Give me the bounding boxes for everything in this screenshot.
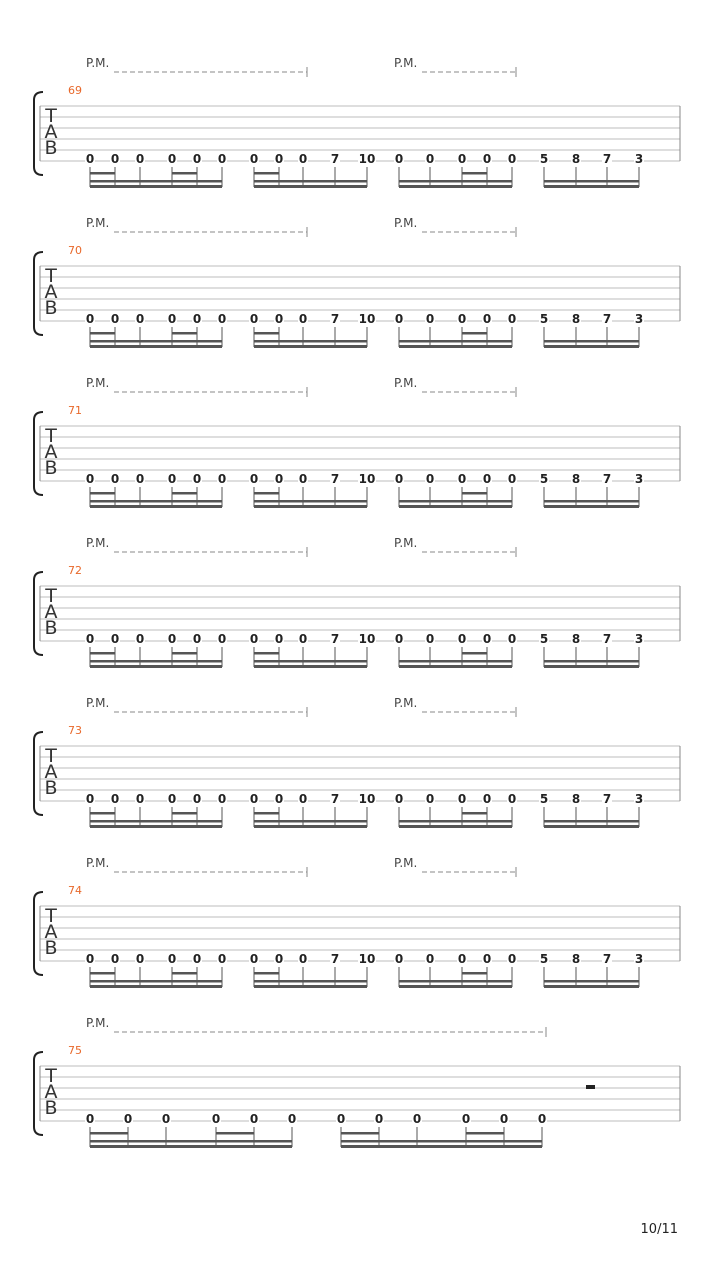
fret-number: 0: [123, 1112, 133, 1126]
palm-mute-label: P.M.: [86, 376, 110, 390]
fret-number: 8: [571, 952, 581, 966]
fret-number: 0: [374, 1112, 384, 1126]
beam-tertiary: [90, 1132, 128, 1135]
fret-number: 0: [85, 152, 95, 166]
beam-primary: [399, 505, 512, 508]
fret-number: 7: [602, 792, 612, 806]
fret-number: 5: [539, 632, 549, 646]
tab-system: [34, 376, 680, 508]
fret-number: 0: [85, 632, 95, 646]
fret-number: 0: [412, 1112, 422, 1126]
beam-tertiary: [254, 972, 279, 975]
fret-number: 0: [457, 952, 467, 966]
fret-number: 0: [249, 1112, 259, 1126]
measure-number: 74: [68, 884, 82, 897]
fret-number: 0: [457, 152, 467, 166]
fret-number: 0: [161, 1112, 171, 1126]
fret-number: 0: [217, 312, 227, 326]
palm-mute-label: P.M.: [394, 856, 418, 870]
beam-primary: [90, 985, 222, 988]
beam-secondary: [90, 340, 222, 343]
fret-number: 0: [249, 312, 259, 326]
fret-number: 0: [85, 792, 95, 806]
beam-primary: [544, 505, 639, 508]
tab-clef-letter: T: [45, 105, 57, 127]
fret-number: 0: [85, 312, 95, 326]
beam-primary: [254, 665, 367, 668]
palm-mute-label: P.M.: [394, 376, 418, 390]
tab-system: [34, 696, 680, 828]
fret-number: 0: [394, 472, 404, 486]
fret-number: 0: [274, 152, 284, 166]
fret-number: 0: [192, 472, 202, 486]
fret-number: 8: [571, 792, 581, 806]
palm-mute-label: P.M.: [86, 536, 110, 550]
fret-number: 0: [167, 632, 177, 646]
fret-number: 0: [192, 952, 202, 966]
fret-number: 7: [602, 632, 612, 646]
fret-number: 3: [634, 632, 644, 646]
fret-number: 0: [192, 632, 202, 646]
fret-number: 0: [298, 952, 308, 966]
fret-number: 0: [507, 952, 517, 966]
beam-secondary: [399, 500, 512, 503]
beam-tertiary: [254, 652, 279, 655]
fret-number: 0: [482, 472, 492, 486]
fret-number: 8: [571, 312, 581, 326]
fret-number: 3: [634, 472, 644, 486]
beam-secondary: [341, 1140, 542, 1143]
beam-primary: [254, 825, 367, 828]
fret-number: 0: [110, 152, 120, 166]
beam-secondary: [399, 980, 512, 983]
fret-number: 0: [507, 632, 517, 646]
fret-number: 7: [330, 152, 340, 166]
measure-number: 75: [68, 1044, 82, 1057]
fret-number: 0: [394, 632, 404, 646]
beam-tertiary: [172, 812, 197, 815]
beam-tertiary: [90, 172, 115, 175]
beam-secondary: [544, 660, 639, 663]
beam-primary: [544, 985, 639, 988]
fret-number: 7: [330, 792, 340, 806]
fret-number: 0: [274, 952, 284, 966]
tab-clef-letter: B: [44, 937, 58, 959]
fret-number: 0: [425, 952, 435, 966]
fret-number: 0: [217, 952, 227, 966]
beam-primary: [399, 665, 512, 668]
beam-primary: [90, 505, 222, 508]
fret-number: 0: [167, 152, 177, 166]
fret-number: 5: [539, 312, 549, 326]
palm-mute-label: P.M.: [86, 856, 110, 870]
fret-number: 10: [358, 792, 376, 806]
measure-number: 72: [68, 564, 82, 577]
fret-number: 0: [298, 632, 308, 646]
beam-secondary: [544, 820, 639, 823]
beam-tertiary: [216, 1132, 254, 1135]
fret-number: 0: [298, 792, 308, 806]
beam-primary: [544, 825, 639, 828]
palm-mute-label: P.M.: [86, 216, 110, 230]
fret-number: 0: [274, 632, 284, 646]
fret-number: 10: [358, 952, 376, 966]
fret-number: 3: [634, 152, 644, 166]
beam-secondary: [544, 500, 639, 503]
fret-number: 0: [211, 1112, 221, 1126]
fret-number: 7: [602, 312, 612, 326]
fret-number: 0: [135, 152, 145, 166]
system-bracket: [34, 892, 43, 975]
tab-clef-letter: A: [44, 601, 58, 623]
fret-number: 0: [482, 952, 492, 966]
fret-number: 0: [507, 472, 517, 486]
fret-number: 0: [135, 952, 145, 966]
fret-number: 3: [634, 792, 644, 806]
beam-secondary: [254, 660, 367, 663]
fret-number: 7: [602, 952, 612, 966]
fret-number: 0: [457, 472, 467, 486]
beam-primary: [90, 1145, 292, 1148]
tab-clef-letter: A: [44, 921, 58, 943]
fret-number: 0: [167, 792, 177, 806]
fret-number: 0: [192, 312, 202, 326]
beam-tertiary: [254, 172, 279, 175]
tab-clef-letter: B: [44, 137, 58, 159]
beam-tertiary: [254, 492, 279, 495]
tab-system: [34, 56, 680, 188]
beam-tertiary: [462, 652, 487, 655]
tab-clef-letter: B: [44, 1097, 58, 1119]
beam-tertiary: [462, 332, 487, 335]
fret-number: 0: [425, 632, 435, 646]
fret-number: 0: [482, 152, 492, 166]
fret-number: 0: [298, 152, 308, 166]
beam-secondary: [254, 980, 367, 983]
fret-number: 10: [358, 312, 376, 326]
beam-tertiary: [254, 812, 279, 815]
tab-system: [34, 216, 680, 348]
fret-number: 5: [539, 792, 549, 806]
fret-number: 0: [217, 632, 227, 646]
beam-primary: [544, 345, 639, 348]
fret-number: 7: [330, 312, 340, 326]
measure-number: 73: [68, 724, 82, 737]
fret-number: 0: [110, 952, 120, 966]
beam-primary: [399, 985, 512, 988]
tab-clef-letter: A: [44, 1081, 58, 1103]
beam-tertiary: [172, 492, 197, 495]
system-bracket: [34, 92, 43, 175]
beam-primary: [90, 345, 222, 348]
beam-secondary: [544, 340, 639, 343]
measure-number: 69: [68, 84, 82, 97]
fret-number: 0: [425, 792, 435, 806]
tab-system: [34, 536, 680, 668]
fret-number: 0: [499, 1112, 509, 1126]
fret-number: 0: [192, 152, 202, 166]
tab-clef-letter: B: [44, 617, 58, 639]
fret-number: 0: [217, 472, 227, 486]
beam-tertiary: [462, 972, 487, 975]
tab-clef-letter: A: [44, 281, 58, 303]
beam-tertiary: [462, 492, 487, 495]
beam-primary: [90, 185, 222, 188]
tab-clef-letter: T: [45, 585, 57, 607]
palm-mute-label: P.M.: [86, 696, 110, 710]
page-number: 10/11: [640, 1222, 678, 1237]
fret-number: 0: [110, 472, 120, 486]
fret-number: 8: [571, 472, 581, 486]
beam-primary: [544, 185, 639, 188]
fret-number: 0: [192, 792, 202, 806]
rest-mark: [586, 1085, 595, 1089]
fret-number: 7: [602, 152, 612, 166]
fret-number: 8: [571, 632, 581, 646]
beam-secondary: [90, 980, 222, 983]
beam-tertiary: [90, 812, 115, 815]
beam-tertiary: [462, 172, 487, 175]
tab-system: [34, 1016, 680, 1148]
beam-tertiary: [172, 652, 197, 655]
tab-clef-letter: B: [44, 297, 58, 319]
beam-primary: [254, 985, 367, 988]
system-bracket: [34, 412, 43, 495]
palm-mute-label: P.M.: [394, 56, 418, 70]
beam-tertiary: [90, 972, 115, 975]
beam-primary: [254, 505, 367, 508]
beam-primary: [90, 825, 222, 828]
beam-secondary: [254, 180, 367, 183]
fret-number: 8: [571, 152, 581, 166]
fret-number: 0: [274, 792, 284, 806]
beam-primary: [254, 185, 367, 188]
beam-primary: [544, 665, 639, 668]
fret-number: 0: [394, 152, 404, 166]
fret-number: 3: [634, 312, 644, 326]
beam-secondary: [544, 180, 639, 183]
palm-mute-label: P.M.: [86, 56, 110, 70]
beam-primary: [399, 345, 512, 348]
fret-number: 0: [85, 1112, 95, 1126]
fret-number: 0: [110, 312, 120, 326]
beam-secondary: [399, 340, 512, 343]
tab-clef-letter: T: [45, 905, 57, 927]
palm-mute-label: P.M.: [394, 216, 418, 230]
fret-number: 0: [217, 152, 227, 166]
fret-number: 0: [298, 472, 308, 486]
fret-number: 0: [507, 312, 517, 326]
tab-clef-letter: T: [45, 265, 57, 287]
tab-clef-letter: A: [44, 121, 58, 143]
fret-number: 0: [482, 312, 492, 326]
beam-primary: [399, 185, 512, 188]
fret-number: 0: [167, 312, 177, 326]
beam-primary: [341, 1145, 542, 1148]
fret-number: 0: [394, 952, 404, 966]
tab-clef-letter: A: [44, 761, 58, 783]
measure-number: 71: [68, 404, 82, 417]
fret-number: 10: [358, 472, 376, 486]
measure-number: 70: [68, 244, 82, 257]
fret-number: 0: [135, 792, 145, 806]
fret-number: 0: [249, 632, 259, 646]
fret-number: 0: [457, 312, 467, 326]
fret-number: 0: [167, 952, 177, 966]
fret-number: 0: [394, 792, 404, 806]
fret-number: 10: [358, 632, 376, 646]
fret-number: 0: [507, 152, 517, 166]
fret-number: 0: [394, 312, 404, 326]
system-bracket: [34, 252, 43, 335]
fret-number: 0: [507, 792, 517, 806]
tab-clef-letter: T: [45, 1065, 57, 1087]
fret-number: 0: [167, 472, 177, 486]
fret-number: 0: [85, 952, 95, 966]
fret-number: 0: [425, 312, 435, 326]
fret-number: 7: [330, 632, 340, 646]
fret-number: 0: [336, 1112, 346, 1126]
beam-secondary: [90, 820, 222, 823]
beam-secondary: [90, 500, 222, 503]
beam-secondary: [399, 820, 512, 823]
fret-number: 0: [249, 472, 259, 486]
fret-number: 0: [135, 312, 145, 326]
beam-secondary: [254, 820, 367, 823]
beam-secondary: [399, 660, 512, 663]
fret-number: 0: [298, 312, 308, 326]
tab-system: [34, 856, 680, 988]
beam-tertiary: [172, 332, 197, 335]
tab-clef-letter: T: [45, 425, 57, 447]
fret-number: 10: [358, 152, 376, 166]
fret-number: 0: [249, 952, 259, 966]
beam-primary: [90, 665, 222, 668]
fret-number: 0: [135, 632, 145, 646]
beam-secondary: [254, 340, 367, 343]
beam-tertiary: [254, 332, 279, 335]
fret-number: 5: [539, 952, 549, 966]
beam-tertiary: [90, 652, 115, 655]
fret-number: 7: [330, 472, 340, 486]
fret-number: 0: [110, 792, 120, 806]
system-bracket: [34, 732, 43, 815]
tab-clef-letter: B: [44, 457, 58, 479]
fret-number: 0: [110, 632, 120, 646]
beam-tertiary: [90, 332, 115, 335]
fret-number: 0: [135, 472, 145, 486]
fret-number: 0: [482, 792, 492, 806]
palm-mute-label: P.M.: [86, 1016, 110, 1030]
palm-mute-label: P.M.: [394, 536, 418, 550]
fret-number: 5: [539, 152, 549, 166]
fret-number: 0: [274, 472, 284, 486]
beam-tertiary: [90, 492, 115, 495]
fret-number: 0: [85, 472, 95, 486]
fret-number: 0: [217, 792, 227, 806]
beam-tertiary: [462, 812, 487, 815]
system-bracket: [34, 1052, 43, 1135]
palm-mute-label: P.M.: [394, 696, 418, 710]
tab-clef-letter: A: [44, 441, 58, 463]
fret-number: 0: [249, 792, 259, 806]
beam-secondary: [544, 980, 639, 983]
beam-primary: [399, 825, 512, 828]
fret-number: 0: [461, 1112, 471, 1126]
tab-clef-letter: B: [44, 777, 58, 799]
beam-primary: [254, 345, 367, 348]
beam-tertiary: [341, 1132, 379, 1135]
fret-number: 5: [539, 472, 549, 486]
fret-number: 0: [274, 312, 284, 326]
fret-number: 0: [457, 792, 467, 806]
fret-number: 0: [425, 472, 435, 486]
fret-number: 7: [602, 472, 612, 486]
tab-clef-letter: T: [45, 745, 57, 767]
fret-number: 0: [482, 632, 492, 646]
beam-secondary: [90, 1140, 292, 1143]
fret-number: 0: [457, 632, 467, 646]
system-bracket: [34, 572, 43, 655]
fret-number: 0: [287, 1112, 297, 1126]
beam-tertiary: [172, 972, 197, 975]
fret-number: 7: [330, 952, 340, 966]
fret-number: 3: [634, 952, 644, 966]
fret-number: 0: [537, 1112, 547, 1126]
beam-secondary: [254, 500, 367, 503]
fret-number: 0: [425, 152, 435, 166]
beam-secondary: [90, 180, 222, 183]
fret-number: 0: [249, 152, 259, 166]
beam-tertiary: [466, 1132, 504, 1135]
beam-secondary: [399, 180, 512, 183]
beam-tertiary: [172, 172, 197, 175]
beam-secondary: [90, 660, 222, 663]
